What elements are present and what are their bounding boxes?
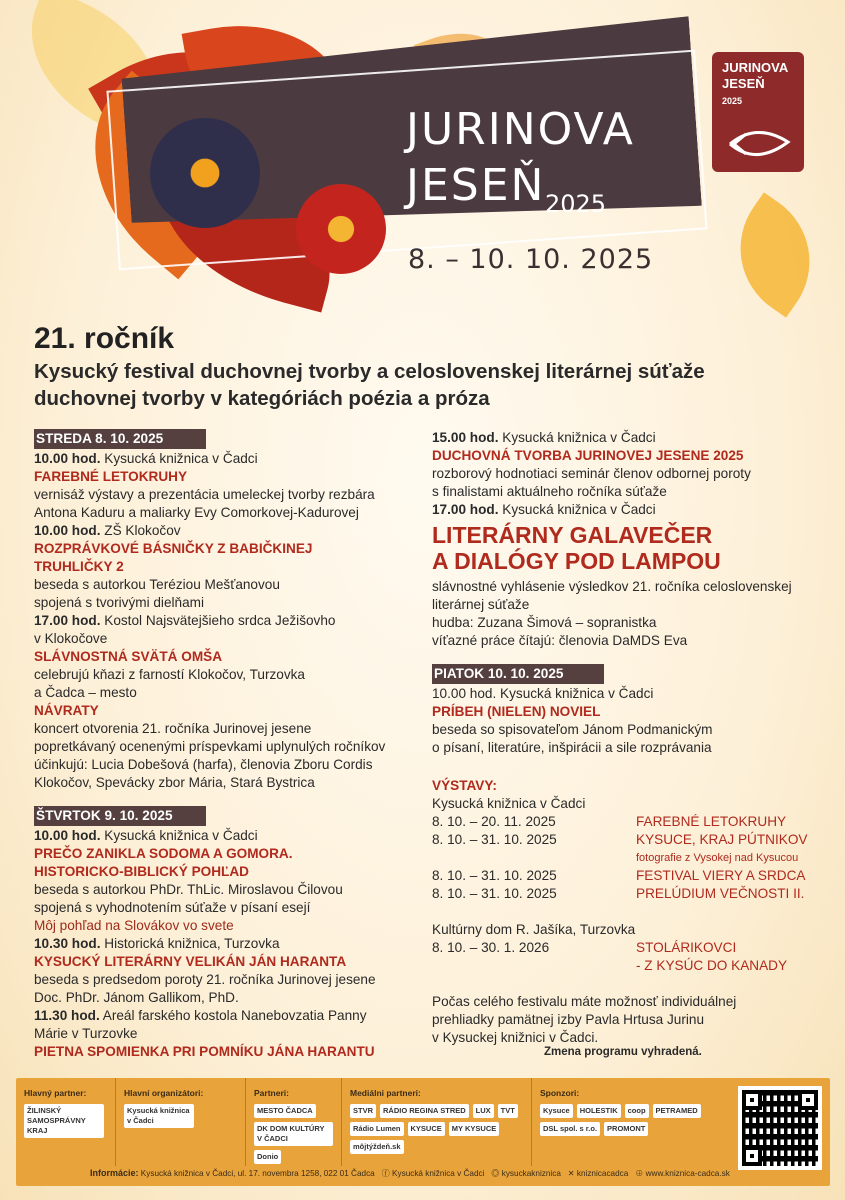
event-title: FAREBNÉ LETOKRUHY (34, 469, 188, 484)
event-title: NÁVRATY (34, 703, 99, 718)
partner-logo: DK DOM KULTÚRY V ČADCI (254, 1122, 333, 1146)
media-logo: KYSUCE (408, 1122, 445, 1136)
day-heading-thursday: ŠTVRTOK 9. 10. 2025 (34, 806, 206, 826)
website-link[interactable]: www.kniznica-cadca.sk (645, 1169, 730, 1178)
instagram-link[interactable]: kysuckakniznica (501, 1169, 561, 1178)
program-change-note: Zmena programu vyhradená. (544, 1046, 702, 1058)
twitter-link[interactable]: kniznicacadca (576, 1169, 629, 1178)
sponsor-logo: HOLESTIK (577, 1104, 621, 1118)
partners-group: Partneri: MESTO ČADCA DK DOM KULTÚRY V ČADCI Donio (246, 1078, 342, 1166)
event-time-place: 10.00 hod. Kysucká knižnica v Čadci (432, 686, 654, 701)
media-logo: MY KYSUCE (449, 1122, 499, 1136)
program-right-column: 15.00 hod. Kysucká knižnica v Čadci DUCHOVNÁ TVORBA JURINOVEJ JESENE 2025 rozborový hodnotiaci seminár členov odbornej poroty s finalistami aktuálneho ročníka súťaže 17.00 hod. Kysucká knižnica v Čadci LITERÁRNY GALAVEČER A DIALÓGY POD LAMPOU slávnostné vyhlásenie výsledkov 21. ročníka celoslovenskej literárnej súťaže hudba: Zuzana Šimová – sopranistka víťazné práce čítajú: členovia DaMDS Eva PIATOK 10. 10. 2025 10.00 hod. Kysucká knižnica v Čadci PRÍBEH (NIELEN) NOVIEL beseda so spisovateľom Jánom Podmanickým o písaní, literatúre, inšpirácii a sile rozprávania VÝSTAVY: Kysucká knižnica v Čadci 8. 10. – 20. 11. 2025 FAREBNÉ LETOKRUHY 8. 10. – 31. 10. 2025 KYSUCE, KRAJ PÚTNIKOV fotografie z Vysokej nad Kysucou 8. 10. – 31. 10. 2025 FESTIVAL VIERY A SRDCA 8. 10. – 31. 10. 2025 PRELÚDIUM VEČNOSTI II. Kultúrny dom R. Jašíka, Turzovka 8. 10. – 30. 1. 2026 STOLÁRIKOVCI - Z KYSÚC DO KANADY Počas celého festivalu máte možnosť individuálnej prehliadky pamätnej izby Pavla Hrtusa Jurinu v Kysuckej knižnici v Čadci. (432, 429, 832, 1047)
day-heading-friday: PIATOK 10. 10. 2025 (432, 664, 604, 684)
flower-decoration (296, 184, 386, 274)
sponsor-logo: coop (625, 1104, 649, 1118)
exhibition-row: 8. 10. – 31. 10. 2025 FESTIVAL VIERY A SRDCA (432, 868, 806, 883)
flower-decoration (150, 118, 260, 228)
exhibition-row: 8. 10. – 20. 11. 2025 FAREBNÉ LETOKRUHY (432, 814, 787, 829)
sponsors-group: Sponzori: Kysuce HOLESTIK coop PETRAMED DSL spol. s r.o. PROMONT (532, 1078, 712, 1166)
library-logo: Kysucká knižnica v Čadci (124, 1104, 194, 1128)
media-logo: RÁDIO REGINA STRED (380, 1104, 469, 1118)
media-logo: Rádio Lumen (350, 1122, 404, 1136)
media-logo: môjtýždeň.sk (350, 1140, 404, 1154)
event-time-place: 15.00 hod. Kysucká knižnica v Čadci (432, 430, 656, 445)
day-heading-wednesday: STREDA 8. 10. 2025 (34, 429, 206, 449)
essay-contest-name: Môj pohľad na Slovákov vo svete (34, 918, 234, 933)
event-title: DUCHOVNÁ TVORBA JURINOVEJ JESENE 2025 (432, 448, 744, 463)
partners-footer (16, 1078, 830, 1186)
gala-title: LITERÁRNY GALAVEČER (432, 522, 713, 548)
event-title: KYSUCKÝ LITERÁRNY VELIKÁN JÁN HARANTA (34, 954, 347, 969)
program-left-column: STREDA 8. 10. 2025 10.00 hod. Kysucká knižnica v Čadci FAREBNÉ LETOKRUHY vernisáž výstavy a prezentácia umeleckej tvorby rezbára Antona Kaduru a maliarky Evy Comorkovej-Kadurovej 10.00 hod. ZŠ Klokočov ROZPRÁVKOVÉ BÁSNIČKY Z BABIČKINEJ TRUHLIČKY 2 beseda s autorkou Teréziou Mešťanovou spojená s tvorivými dielňami 17.00 hod. Kostol Najsvätejšieho srdca Ježišovho v Klokočove SLÁVNOSTNÁ SVÄTÁ OMŠA celebrujú kňazi z farností Klokočov, Turzovka a Čadca – mesto NÁVRATY koncert otvorenia 21. ročníka Jurinovej jesene popretkávaný ocenenými príspevkami uplynulých ročníkov účinkujú: Lucia Dobešová (harfa), členovia Zboru Cordis Klokočov, Spevácky zbor Mária, Stará Bystrica ŠTVRTOK 9. 10. 2025 10.00 hod. Kysucká knižnica v Čadci PREČO ZANIKLA SODOMA A GOMORA. HISTORICKO-BIBLICKÝ POHĽAD beseda s autorkou PhDr. ThLic. Miroslavou Čilovou spojená s vyhodnotením súťaže v písaní esejí Môj pohľad na Slovákov vo svete 10.30 hod. Historická knižnica, Turzovka KYSUCKÝ LITERÁRNY VELIKÁN JÁN HARANTA beseda s predsedom poroty 21. ročníka Jurinovej jesene Doc. PhDr. Jánom Gallikom, PhD. 11.30 hod. Areál farského kostola Nanebovzatia Panny Márie v Turzovke PIETNA SPOMIENKA PRI POMNÍKU JÁNA HARANTU (34, 429, 419, 1061)
partner-logo: Donio (254, 1150, 281, 1164)
main-partner-group: Hlavný partner: ŽILINSKÝ SAMOSPRÁVNY KRAJ (16, 1078, 116, 1166)
event-title: PIETNA SPOMIENKA PRI POMNÍKU JÁNA HARANTU (34, 1044, 375, 1059)
fish-icon (726, 126, 792, 162)
exhibition-row: 8. 10. – 31. 10. 2025 PRELÚDIUM VEČNOSTI II. (432, 886, 805, 901)
twitter-icon: ✕ (567, 1169, 575, 1178)
event-title: PREČO ZANIKLA SODOMA A GOMORA. (34, 846, 293, 861)
instagram-icon: ◎ (491, 1169, 500, 1178)
globe-icon: ⊕ (635, 1169, 644, 1178)
sponsor-logo: PROMONT (604, 1122, 648, 1136)
partner-logo: MESTO ČADCA (254, 1104, 316, 1118)
event-time-place: 17.00 hod. Kysucká knižnica v Čadci (432, 502, 656, 517)
media-logo: STVR (350, 1104, 376, 1118)
festival-subtitle: Kysucký festival duchovnej tvorby a celoslovenskej literárnej súťaže duchovnej tvorby v kategóriách poézia a próza (34, 360, 705, 410)
contact-info: Informácie: Kysucká knižnica v Čadci, ul. 17. novembra 1258, 022 01 Čadca ⓕ Kysucká knižnica v Čadci ◎ kysuckakniznica ✕ kniznicacadca ⊕ www.kniznica-cadca.sk (90, 1168, 730, 1178)
media-logo: LUX (473, 1104, 494, 1118)
qr-code-icon[interactable] (738, 1086, 822, 1170)
festival-title-line2: JESEŇ (406, 160, 546, 211)
leaf-decoration (712, 192, 837, 317)
festival-title-line1: JURINOVA (406, 104, 635, 155)
media-partners-group: Mediálni partneri: STVR RÁDIO REGINA STRED LUX TVT Rádio Lumen KYSUCE MY KYSUCE môjtýždeň.sk (342, 1078, 532, 1166)
event-time-place: 17.00 hod. Kostol Najsvätejšieho srdca Ježišovho (34, 613, 336, 628)
event-time-place: 10.00 hod. ZŠ Klokočov (34, 523, 181, 538)
exhibition-row: 8. 10. – 31. 10. 2025 KYSUCE, KRAJ PÚTNIKOV (432, 832, 808, 847)
facebook-link[interactable]: Kysucká knižnica v Čadci (392, 1169, 485, 1178)
sponsor-logo: Kysuce (540, 1104, 573, 1118)
edition-heading: 21. ročník (34, 322, 175, 355)
event-time-place: 11.30 hod. Areál farského kostola Nanebovzatia Panny (34, 1008, 367, 1023)
facebook-icon: ⓕ (381, 1169, 390, 1178)
event-time-place: 10.30 hod. Historická knižnica, Turzovka (34, 936, 280, 951)
exhibitions-heading: VÝSTAVY: (432, 778, 497, 793)
sponsor-logo: DSL spol. s r.o. (540, 1122, 600, 1136)
exhibition-row: 8. 10. – 30. 1. 2026 STOLÁRIKOVCI (432, 940, 737, 955)
festival-dates: 8. – 10. 10. 2025 (408, 244, 654, 275)
event-title: SLÁVNOSTNÁ SVÄTÁ OMŠA (34, 649, 223, 664)
sponsor-logo: PETRAMED (653, 1104, 701, 1118)
organizers-group: Hlavní organizátori: Kysucká knižnica v Čadci (116, 1078, 246, 1166)
media-logo: TVT (498, 1104, 518, 1118)
festival-logo: JURINOVA JESEŇ 2025 (712, 52, 804, 172)
event-time-place: 10.00 hod. Kysucká knižnica v Čadci (34, 451, 258, 466)
event-title: PRÍBEH (NIELEN) NOVIEL (432, 704, 601, 719)
event-time-place: 10.00 hod. Kysucká knižnica v Čadci (34, 828, 258, 843)
event-title: ROZPRÁVKOVÉ BÁSNIČKY Z BABIČKINEJ (34, 541, 313, 556)
festival-year: 2025 (545, 190, 607, 218)
zsk-logo: ŽILINSKÝ SAMOSPRÁVNY KRAJ (24, 1104, 104, 1138)
